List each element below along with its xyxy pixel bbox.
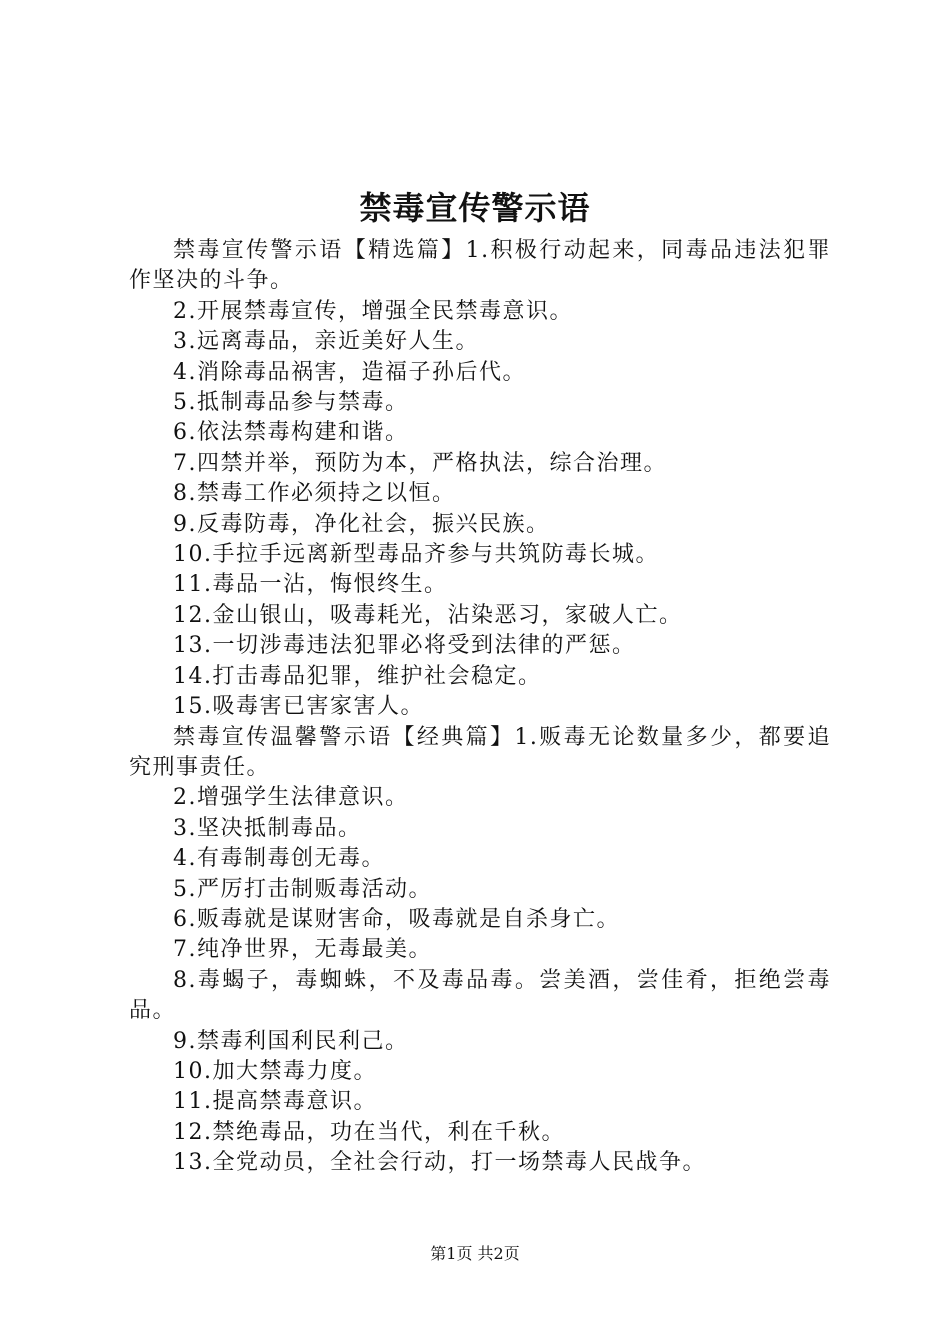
paragraph: 12.金山银山，吸毒耗光，沾染恶习，家破人亡。 [173, 602, 683, 628]
paragraph: 6.贩毒就是谋财害命，吸毒就是自杀身亡。 [173, 906, 620, 932]
paragraph: 3.坚决抵制毒品。 [173, 815, 362, 841]
paragraph: 15.吸毒害已害家害人。 [173, 694, 424, 720]
paragraph: 7.纯净世界，无毒最美。 [173, 937, 432, 963]
paragraph: 4.有毒制毒创无毒。 [173, 846, 385, 872]
paragraph: 12.禁绝毒品，功在当代，利在千秋。 [173, 1119, 565, 1145]
paragraph: 5.严厉打击制贩毒活动。 [173, 876, 432, 902]
paragraph: 10.加大禁毒力度。 [173, 1058, 377, 1084]
paragraph: 11.提高禁毒意识。 [173, 1089, 377, 1115]
paragraph: 11.毒品一沾，悔恨终生。 [173, 572, 448, 598]
document-body [129, 236, 831, 1179]
paragraph: 4.消除毒品祸害，造福子孙后代。 [173, 359, 526, 385]
paragraph: 禁毒宣传警示语【精选篇】1.积极行动起来，同毒品违法犯罪作坚决的斗争。 [129, 238, 831, 294]
paragraph: 7.四禁并举，预防为本，严格执法，综合治理。 [173, 450, 667, 476]
paragraph: 9.反毒防毒，净化社会，振兴民族。 [173, 511, 550, 537]
paragraph: 13.全党动员，全社会行动，打一场禁毒人民战争。 [173, 1150, 706, 1176]
paragraph: 2.增强学生法律意识。 [173, 785, 409, 811]
paragraph: 2.开展禁毒宣传，增强全民禁毒意识。 [173, 298, 573, 324]
paragraph: 8.毒蝎子，毒蜘蛛，不及毒品毒。尝美酒，尝佳肴，拒绝尝毒品。 [129, 967, 831, 1024]
paragraph: 6.依法禁毒构建和谐。 [173, 420, 409, 446]
paragraph: 9.禁毒利国利民利己。 [173, 1028, 409, 1054]
document-title: 禁毒宣传警示语 [359, 189, 591, 227]
paragraph: 13.一切涉毒违法犯罪必将受到法律的严惩。 [173, 633, 636, 659]
paragraph: 8.禁毒工作必须持之以恒。 [173, 481, 456, 507]
paragraph: 10.手拉手远离新型毒品齐参与共筑防毒长城。 [173, 542, 659, 568]
paragraph: 5.抵制毒品参与禁毒。 [173, 390, 409, 416]
paragraph: 14.打击毒品犯罪，维护社会稳定。 [173, 663, 542, 689]
paragraph: 3.远离毒品，亲近美好人生。 [173, 329, 479, 355]
paragraph: 禁毒宣传温馨警示语【经典篇】1.贩毒无论数量多少，都要追究刑事责任。 [129, 724, 831, 780]
page-number: 第1页 共2页 [430, 1244, 520, 1263]
